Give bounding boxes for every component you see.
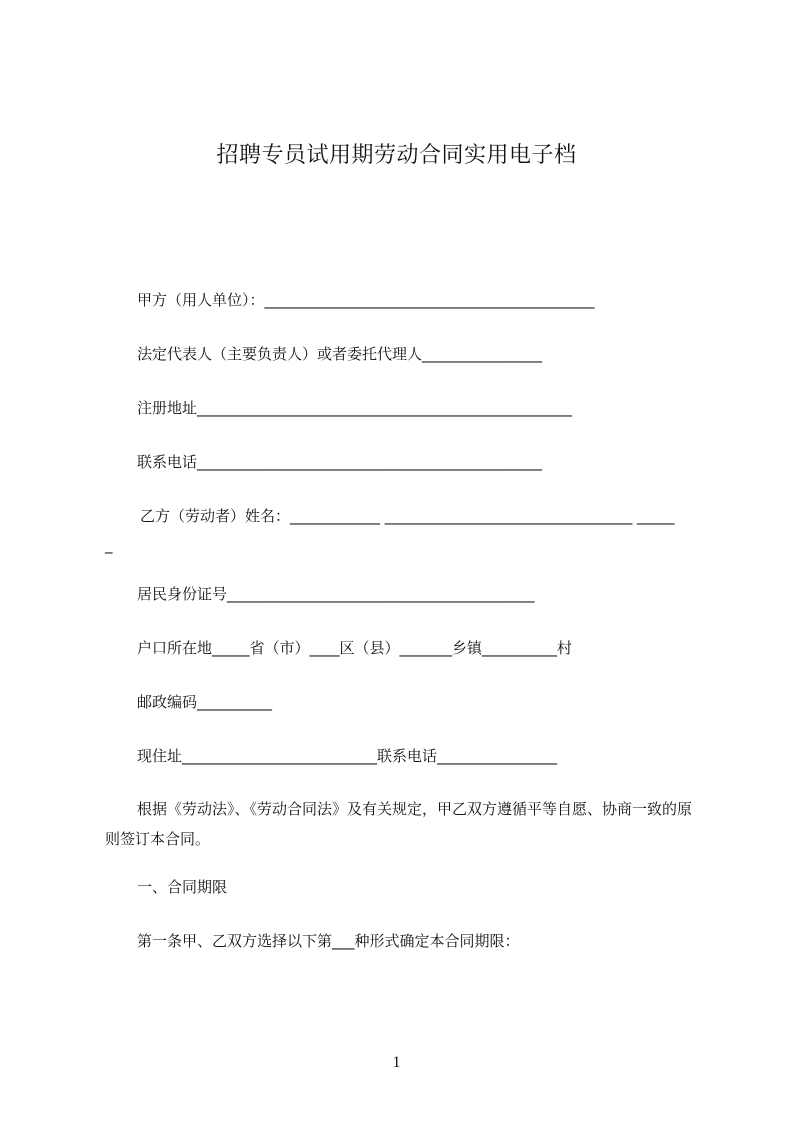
id-number-line: 居民身份证号_________________________________________ [137, 585, 535, 603]
party-b-name-line-tail: _ [105, 536, 113, 554]
legal-basis-paragraph: 根据《劳动法》、《劳动合同法》及有关规定，甲乙双方遵循平等自愿、协商一致的原则签订本合同。 [105, 800, 693, 848]
page-title: 招聘专员试用期劳动合同实用电子档 [216, 143, 577, 168]
section-heading-contract-term: 一、合同期限 [137, 878, 228, 896]
postal-code-line: 邮政编码__________ [137, 693, 273, 711]
article-one-line: 第一条甲、乙双方选择以下第___种形式确定本合同期限： [137, 932, 520, 950]
legal-representative-line: 法定代表人（主要负责人）或者委托代理人________________ [137, 345, 543, 363]
current-address-line: 现住址__________________________联系电话________________ [137, 747, 558, 765]
contact-phone-line: 联系电话______________________________________________ [137, 453, 543, 471]
party-a-line: 甲方（用人单位）：____________________________________________ [137, 291, 595, 309]
household-registration-line: 户口所在地_____省（市）____区（县）_______乡镇__________村 [137, 639, 573, 657]
party-b-name-line: 乙方（劳动者）姓名：____________ _________________________________ _____ [140, 507, 675, 525]
registered-address-line: 注册地址__________________________________________________ [137, 399, 573, 417]
page-number: 1 [392, 1054, 401, 1071]
